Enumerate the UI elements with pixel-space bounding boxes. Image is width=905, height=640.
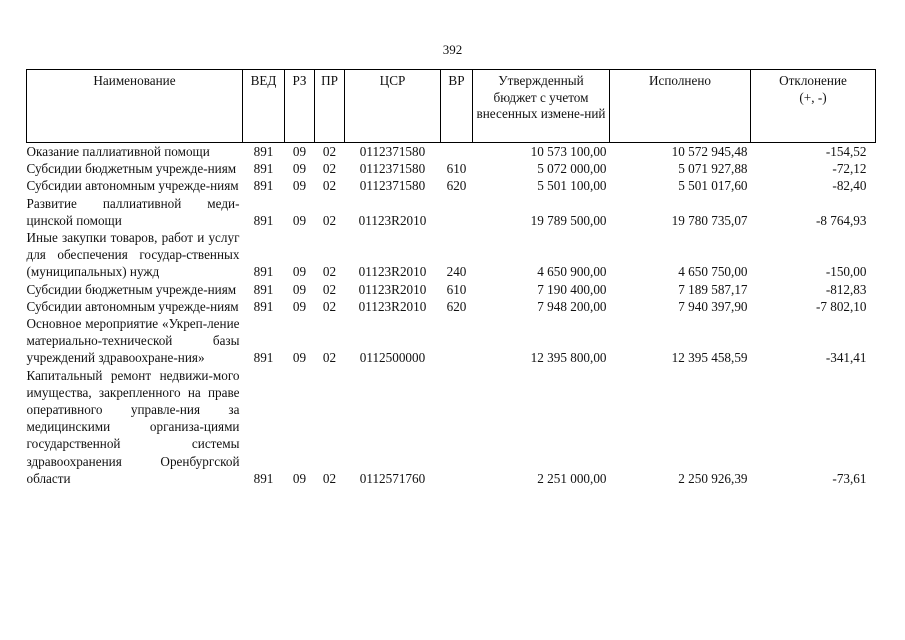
cell-ved: 891 <box>253 350 274 366</box>
cell-csr: 0112371580 <box>359 161 426 177</box>
cell-approved: 2 251 000,00 <box>537 470 607 486</box>
cell-executed: 19 780 735,07 <box>671 212 748 228</box>
table-row <box>27 281 876 298</box>
cell-pr: 02 <box>322 161 337 177</box>
cell-approved: 7 190 400,00 <box>537 281 607 297</box>
table-row <box>27 298 876 315</box>
cell-csr: 0112571760 <box>359 470 426 486</box>
header-approved: Утвержденный бюджет с учетом внесенных измене-ний <box>473 70 610 143</box>
cell-deviation: -72,12 <box>832 161 867 177</box>
cell-name: Капитальный ремонт недвижи-мого имущества, закрепленного на праве оперативного управле-ния за медицинскими организа-циями государственной системы здравоохранения Оренбургской области <box>26 367 240 486</box>
cell-pr: 02 <box>322 178 337 194</box>
header-ved: ВЕД <box>243 70 285 143</box>
cell-approved: 12 395 800,00 <box>530 350 607 366</box>
cell-csr: 0112371580 <box>359 144 426 159</box>
cell-deviation: -7 802,10 <box>815 298 867 314</box>
cell-pr: 02 <box>322 264 337 280</box>
cell-executed: 10 572 945,48 <box>671 144 748 159</box>
table-row <box>27 229 876 281</box>
cell-name: Субсидии бюджетным учрежде-ниям <box>26 281 237 297</box>
cell-ved: 891 <box>253 161 274 177</box>
cell-name: Субсидии бюджетным учрежде-ниям <box>26 161 237 177</box>
cell-approved: 7 948 200,00 <box>537 298 607 314</box>
cell-csr: 01123R2010 <box>358 298 427 314</box>
cell-pr: 02 <box>322 298 337 314</box>
page-number: 392 <box>442 42 463 57</box>
cell-deviation: -341,41 <box>825 350 867 366</box>
header-rz: РЗ <box>285 70 315 143</box>
cell-ved: 891 <box>253 264 274 280</box>
table-row <box>27 143 876 161</box>
cell-name: Развитие паллиативной меди-цинской помощи <box>26 195 240 228</box>
cell-rz: 09 <box>292 212 307 228</box>
cell-ved: 891 <box>253 144 274 159</box>
cell-rz: 09 <box>292 470 307 486</box>
cell-executed: 4 650 750,00 <box>678 264 748 280</box>
cell-deviation: -150,00 <box>825 264 867 280</box>
cell-vr <box>441 367 473 487</box>
cell-csr: 0112371580 <box>359 178 426 194</box>
cell-rz: 09 <box>292 281 307 297</box>
table-row <box>27 195 876 229</box>
cell-pr: 02 <box>322 470 337 486</box>
table-row <box>27 160 876 177</box>
cell-ved: 891 <box>253 298 274 314</box>
cell-ved: 891 <box>253 212 274 228</box>
cell-executed: 5 071 927,88 <box>678 161 748 177</box>
table-row <box>27 367 876 487</box>
cell-vr: 620 <box>446 178 467 194</box>
cell-executed: 7 940 397,90 <box>678 298 748 314</box>
cell-name: Субсидии автономным учрежде-ниям <box>26 178 239 194</box>
cell-vr: 610 <box>446 281 467 297</box>
header-deviation-line1: Отклонение <box>779 73 847 88</box>
cell-deviation: -82,40 <box>832 178 867 194</box>
header-pr: ПР <box>315 70 345 143</box>
cell-approved: 19 789 500,00 <box>530 212 607 228</box>
cell-rz: 09 <box>292 144 307 159</box>
cell-rz: 09 <box>292 264 307 280</box>
header-executed: Исполнено <box>610 70 751 143</box>
cell-vr <box>441 315 473 367</box>
cell-approved: 5 501 100,00 <box>537 178 607 194</box>
cell-rz: 09 <box>292 161 307 177</box>
cell-vr: 620 <box>446 298 467 314</box>
header-deviation <box>751 70 876 143</box>
header-vr: ВР <box>441 70 473 143</box>
cell-vr: 240 <box>446 264 467 280</box>
cell-ved: 891 <box>253 470 274 486</box>
cell-deviation: -154,52 <box>825 144 867 159</box>
cell-executed: 2 250 926,39 <box>678 470 748 486</box>
cell-ved: 891 <box>253 281 274 297</box>
cell-csr: 01123R2010 <box>358 281 427 297</box>
cell-name: Основное мероприятие «Укреп-ление материально-технической базы учреждений здравоохране-ния» <box>26 316 240 366</box>
table-row <box>27 315 876 367</box>
cell-rz: 09 <box>292 178 307 194</box>
cell-vr <box>441 143 473 161</box>
cell-approved: 5 072 000,00 <box>537 161 607 177</box>
cell-name: Иные закупки товаров, работ и услуг для обеспечения государ-ственных (муниципальных) нужд <box>26 230 240 280</box>
cell-rz: 09 <box>292 298 307 314</box>
cell-deviation: -8 764,93 <box>815 212 867 228</box>
cell-approved: 10 573 100,00 <box>530 144 607 159</box>
cell-csr: 01123R2010 <box>358 212 427 228</box>
cell-rz: 09 <box>292 350 307 366</box>
cell-csr: 0112500000 <box>359 350 426 366</box>
cell-name: Субсидии автономным учрежде-ниям <box>26 298 239 314</box>
cell-pr: 02 <box>322 144 337 159</box>
header-deviation-line2: (+, -) <box>799 89 827 105</box>
cell-pr: 02 <box>322 350 337 366</box>
cell-vr <box>441 195 473 229</box>
cell-executed: 5 501 017,60 <box>678 178 748 194</box>
cell-pr: 02 <box>322 212 337 228</box>
cell-name: Оказание паллиативной помощи <box>26 144 210 159</box>
cell-vr: 610 <box>446 161 467 177</box>
cell-csr: 01123R2010 <box>358 264 427 280</box>
cell-executed: 7 189 587,17 <box>678 281 748 297</box>
cell-deviation: -812,83 <box>825 281 867 297</box>
table-row <box>27 177 876 194</box>
cell-approved: 4 650 900,00 <box>537 264 607 280</box>
cell-ved: 891 <box>253 178 274 194</box>
cell-deviation: -73,61 <box>832 470 867 486</box>
header-name: Наименование <box>27 70 243 143</box>
cell-pr: 02 <box>322 281 337 297</box>
cell-executed: 12 395 458,59 <box>671 350 748 366</box>
header-csr: ЦСР <box>345 70 441 143</box>
header-row <box>27 70 876 143</box>
budget-table <box>26 69 876 487</box>
